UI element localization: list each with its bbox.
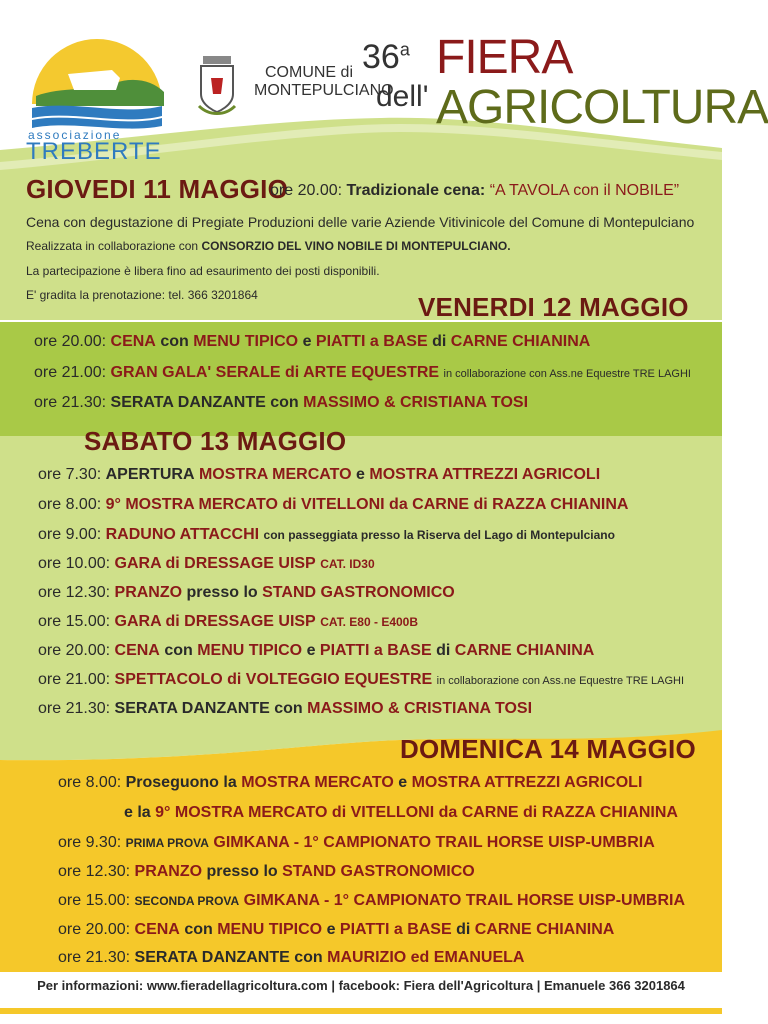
- giovedi-time: ore 20.00:: [270, 182, 343, 199]
- domenica-line-4: [58, 863, 475, 881]
- sabato-line-8: [38, 671, 684, 689]
- time: ore 20.00:: [38, 642, 111, 659]
- sabato-line-5: [38, 584, 455, 602]
- event-text: PIATTI a BASE: [319, 642, 432, 659]
- title-number: [362, 38, 410, 77]
- event-text: di: [432, 333, 447, 350]
- time: ore 21.30:: [34, 394, 107, 411]
- sabato-line-6: [38, 613, 418, 631]
- event-note: PRIMA PROVA: [125, 836, 209, 850]
- event-text: e: [356, 466, 365, 483]
- event-text: GIMKANA - 1° CAMPIONATO TRAIL HORSE UISP-UMBRIA: [213, 834, 655, 851]
- time: ore 9.30:: [58, 834, 122, 851]
- giovedi-heading: GIOVEDI 11 MAGGIO: [26, 174, 289, 204]
- comune-line1: COMUNE di: [264, 64, 353, 81]
- event-text: PRANZO: [134, 863, 203, 880]
- giovedi-event-a: Tradizionale cena:: [346, 182, 486, 199]
- time: ore 21.30:: [58, 949, 131, 966]
- sabato-heading: SABATO 13 MAGGIO: [84, 426, 347, 456]
- treberte-logo: [22, 34, 172, 165]
- comune-line2: MONTEPULCIANO: [254, 82, 394, 99]
- time: ore 20.00:: [34, 333, 107, 350]
- time: ore 9.00:: [38, 526, 102, 543]
- event-text: MASSIMO & CRISTIANA TOSI: [303, 394, 529, 411]
- event-text: MENU TIPICO: [217, 921, 323, 938]
- event-text: presso lo: [206, 863, 278, 880]
- event-text: GRAN GALA' SERALE di ARTE EQUESTRE: [110, 364, 440, 381]
- event-text: e la: [124, 804, 151, 821]
- giovedi-event-b: “A TAVOLA con il NOBILE”: [489, 182, 680, 199]
- title-num: 36: [362, 38, 400, 76]
- event-text: RADUNO ATTACCHI: [105, 526, 260, 543]
- time: ore 15.00:: [58, 892, 131, 909]
- event-text: con: [184, 921, 213, 938]
- event-text: presso lo: [186, 584, 258, 601]
- sabato-line-9: [38, 700, 532, 718]
- event-text: CARNE CHIANINA: [454, 642, 595, 659]
- event-text: con: [164, 642, 193, 659]
- event-text: e: [326, 921, 336, 938]
- event-text: PIATTI a BASE: [339, 921, 452, 938]
- event-text: MOSTRA MERCATO: [241, 774, 394, 791]
- title-agricoltura: AGRICOLTURA: [436, 81, 768, 134]
- sabato-line-2: [38, 496, 628, 514]
- giovedi-desc3: La partecipazione è libera fino ad esaurimento dei posti disponibili.: [26, 264, 380, 278]
- event-text: STAND GASTRONOMICO: [262, 584, 455, 601]
- comune-crest-icon: [195, 54, 239, 120]
- event-text: APERTURA: [105, 466, 195, 483]
- event-text: GARA di DRESSAGE UISP: [114, 555, 316, 572]
- event-text: SERATA DANZANTE con: [134, 949, 323, 966]
- sabato-line-7: [38, 642, 594, 660]
- event-text: con: [160, 333, 189, 350]
- footer-info: Per informazioni: www.fieradellagricoltura.com | facebook: Fiera dell'Agricoltura | Emanuele 366 3201864: [37, 978, 685, 993]
- domenica-line-5: [58, 892, 685, 910]
- event-text: GIMKANA - 1° CAMPIONATO TRAIL HORSE UISP-UMBRIA: [243, 892, 686, 909]
- event-text: MENU TIPICO: [197, 642, 303, 659]
- event-text: PRANZO: [114, 584, 183, 601]
- giovedi-desc4: E' gradita la prenotazione: tel. 366 3201864: [26, 288, 258, 302]
- event-text: MASSIMO & CRISTIANA TOSI: [307, 700, 533, 717]
- event-text: MAURIZIO ed EMANUELA: [327, 949, 525, 966]
- event-text: Proseguono la: [125, 774, 237, 791]
- domenica-line-1: [58, 774, 642, 792]
- time: ore 12.30:: [38, 584, 111, 601]
- time: ore 7.30:: [38, 466, 102, 483]
- time: ore 15.00:: [38, 613, 111, 630]
- title-sup: a: [399, 39, 410, 60]
- event-note: con passeggiata presso la Riserva del Lago di Montepulciano: [263, 528, 615, 542]
- event-text: CARNE CHIANINA: [450, 333, 591, 350]
- domenica-line-3: [58, 834, 655, 852]
- venerdi-line-2: [34, 364, 691, 382]
- giovedi-desc2b: CONSORZIO DEL VINO NOBILE DI MONTEPULCIANO.: [201, 239, 511, 253]
- giovedi-desc2: [26, 239, 511, 253]
- event-text: CENA: [134, 921, 180, 938]
- event-note: CAT. E80 - E400B: [320, 615, 419, 629]
- event-note: SECONDA PROVA: [134, 894, 240, 908]
- event-text: MENU TIPICO: [193, 333, 299, 350]
- event-text: MOSTRA ATTREZZI AGRICOLI: [369, 466, 601, 483]
- event-text: SERATA DANZANTE con: [110, 394, 299, 411]
- title-dell: dell': [376, 80, 429, 113]
- sabato-line-3: [38, 526, 615, 544]
- event-text: STAND GASTRONOMICO: [282, 863, 475, 880]
- event-note: in collaborazione con Ass.ne Equestre TRE LAGHI: [443, 368, 691, 380]
- time: ore 21.00:: [34, 364, 107, 381]
- domenica-line-2: [124, 804, 678, 822]
- giovedi-event: [270, 182, 679, 200]
- domenica-line-6: [58, 921, 614, 939]
- event-text: SERATA DANZANTE con: [114, 700, 303, 717]
- event-text: MOSTRA ATTREZZI AGRICOLI: [411, 774, 643, 791]
- event-text: SPETTACOLO di VOLTEGGIO EQUESTRE: [114, 671, 433, 688]
- time: ore 21.30:: [38, 700, 111, 717]
- event-text: e: [398, 774, 408, 791]
- event-text: MOSTRA MERCATO: [198, 466, 352, 483]
- giovedi-desc2a: Realizzata in collaborazione con: [26, 239, 199, 253]
- time: ore 10.00:: [38, 555, 111, 572]
- event-text: CENA: [114, 642, 160, 659]
- venerdi-heading: VENERDI 12 MAGGIO: [418, 292, 689, 322]
- event-text: di: [456, 921, 471, 938]
- event-note: in collaborazione con Ass.ne Equestre TRE LAGHI: [436, 675, 685, 687]
- time: ore 12.30:: [58, 863, 131, 880]
- event-text: CARNE CHIANINA: [474, 921, 615, 938]
- logo-landscape-icon: [22, 34, 172, 134]
- event-text: GARA di DRESSAGE UISP: [114, 613, 316, 630]
- time: ore 8.00:: [38, 496, 102, 513]
- giovedi-desc1: Cena con degustazione di Pregiate Produzioni delle varie Aziende Vitivinicole del Comune di Montepulciano: [26, 214, 695, 230]
- logo-assoc-text: associazione: [28, 128, 122, 142]
- time: ore 20.00:: [58, 921, 131, 938]
- event-note: CAT. ID30: [320, 557, 375, 571]
- event-text: PIATTI a BASE: [315, 333, 428, 350]
- event-text: CENA: [110, 333, 156, 350]
- time: ore 8.00:: [58, 774, 122, 791]
- event-text: di: [436, 642, 451, 659]
- sabato-line-1: [38, 466, 600, 484]
- domenica-heading: DOMENICA 14 MAGGIO: [400, 734, 696, 764]
- event-text: e: [306, 642, 316, 659]
- event-text: 9° MOSTRA MERCATO di VITELLONI da CARNE di RAZZA CHIANINA: [155, 804, 678, 821]
- event-text: 9° MOSTRA MERCATO di VITELLONI da CARNE di RAZZA CHIANINA: [105, 496, 629, 513]
- venerdi-line-3: [34, 394, 528, 412]
- domenica-line-7: [58, 949, 524, 967]
- title-fiera: FIERA: [436, 31, 573, 84]
- sabato-line-4: [38, 555, 375, 573]
- logo-name-text: TREBERTE: [26, 138, 162, 165]
- venerdi-line-1: [34, 333, 590, 351]
- comune-label: [254, 64, 394, 100]
- event-text: e: [302, 333, 312, 350]
- time: ore 21.00:: [38, 671, 111, 688]
